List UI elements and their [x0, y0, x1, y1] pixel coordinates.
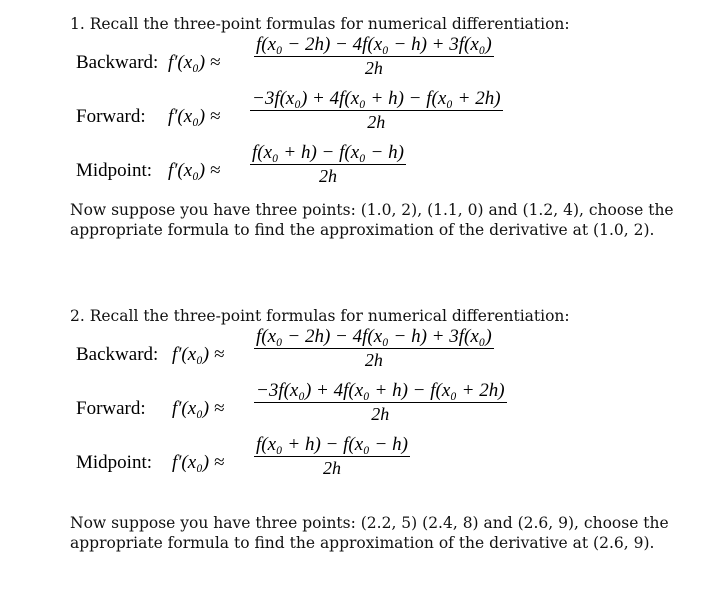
question-1 [70, 14, 710, 240]
question-heading: 2. Recall the three-point formulas for numerical differentiation: [70, 307, 570, 325]
formula-numerator: −3f(x₀) + 4f(x₀ + h) − f(x₀ + 2h) [256, 380, 505, 401]
formula-backward [70, 326, 710, 380]
formula-name: Forward: [76, 106, 146, 127]
formula-numerator: f(x₀ + h) − f(x₀ − h) [256, 434, 408, 455]
formula-name: Backward: [76, 344, 159, 365]
formula-name: Midpoint: [76, 452, 153, 473]
question-statement: Now suppose you have three points: (1.0, 2), (1.1, 0) and (1.2, 4), choose the appropriate formula to find the approximation of the derivative at (1.0, 2). [70, 201, 674, 239]
formula-forward [70, 88, 710, 142]
formula-midpoint [70, 142, 710, 196]
formula-denominator: 2h [322, 458, 341, 478]
formula-fraction [254, 326, 494, 372]
question-heading: 1. Recall the three-point formulas for numerical differentiation: [70, 15, 570, 33]
formula-numerator: −3f(x₀) + 4f(x₀ + h) − f(x₀ + 2h) [252, 88, 501, 109]
formula-lhs: f′(x₀) ≈ [172, 452, 225, 473]
formula-midpoint [70, 434, 710, 488]
formula-denominator: 2h [318, 166, 337, 186]
formula-lhs: f′(x₀) ≈ [172, 344, 225, 365]
formula-numerator: f(x₀ + h) − f(x₀ − h) [252, 142, 404, 163]
formula-fraction [254, 434, 410, 480]
formula-denominator: 2h [367, 112, 386, 132]
formula-numerator: f(x₀ − 2h) − 4f(x₀ − h) + 3f(x₀) [256, 326, 492, 347]
formula-fraction [250, 142, 406, 188]
formula-denominator: 2h [364, 58, 383, 78]
formula-denominator: 2h [364, 350, 383, 370]
formula-name: Backward: [76, 52, 159, 73]
formula-lhs: f′(x₀) ≈ [168, 106, 221, 127]
formula-lhs: f′(x₀) ≈ [168, 160, 221, 181]
formula-name: Forward: [76, 398, 146, 419]
formula-forward [70, 380, 710, 434]
formula-lhs: f′(x₀) ≈ [168, 52, 221, 73]
formula-fraction [254, 34, 494, 80]
formula-fraction [250, 88, 503, 134]
formula-numerator: f(x₀ − 2h) − 4f(x₀ − h) + 3f(x₀) [256, 34, 492, 55]
question-2 [70, 306, 710, 553]
formula-backward [70, 34, 710, 88]
question-statement: Now suppose you have three points: (2.2, 5) (2.4, 8) and (2.6, 9), choose the appropriate formula to find the approximation of the derivative at (2.6, 9). [70, 514, 669, 552]
formula-fraction [254, 380, 507, 426]
formula-lhs: f′(x₀) ≈ [172, 398, 225, 419]
formula-name: Midpoint: [76, 160, 153, 181]
formula-denominator: 2h [371, 404, 390, 424]
